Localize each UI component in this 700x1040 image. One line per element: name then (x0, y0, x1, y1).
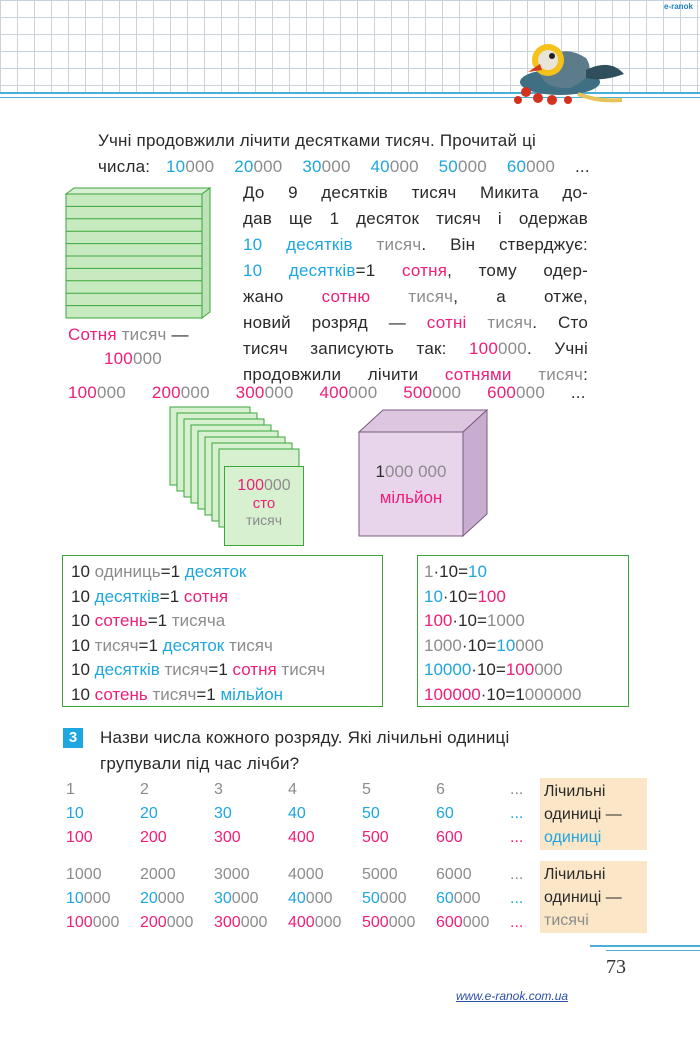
task3-line2: групували під час лічби? (100, 754, 300, 773)
units-table (62, 555, 383, 707)
left-caption-line1: Сотня тисяч — (68, 325, 189, 344)
multiply-row: 10·10=100 (424, 586, 506, 606)
multiply-row: 100·10=1000 (424, 611, 525, 630)
counting-units-label-2: Лічильні одиниці — тисячі (540, 861, 647, 933)
left-caption-line2: 100000 (104, 349, 162, 368)
story-text: До 9 десятків тисяч Микита до- дав ще 1 десяток тисяч і одержав 10 десятків тисяч. Він стверджує: 10 десятків=1 сотня, тому одер- жано сотню тисяч, а отже, новий розряд — сотні тисяч. Сто тисяч записують так: 100000. Учні продовжили лічити сотнями тисяч: (243, 183, 588, 384)
units-row: 10 десятків=1 сотня (71, 586, 229, 606)
hundred-thousand-block (62, 186, 214, 322)
units-row: 10 сотень=1 тисяча (71, 611, 226, 630)
multiply-row: 100000·10=1000000 (424, 684, 582, 704)
numbers-grid-1: 1 2 3 4 5 6 ... 10 20 30 40 50 60 ... 100 200 300 400 500 600 ... (66, 781, 524, 846)
footer-line-thin (606, 950, 700, 951)
top-card: 100000 сто тисяч (224, 466, 304, 546)
multiply-row: 1·10=10 (424, 562, 487, 581)
page-number: 73 (606, 956, 626, 978)
logo: e-ranok (664, 2, 693, 11)
task3-line1: Назви числа кожного розряду. Які лічильні одиниці (100, 728, 510, 747)
cube-label: 1000 000 мільйон (375, 462, 447, 507)
multiply-row: 10000·10=100000 (424, 660, 563, 679)
bird-illustration (498, 30, 628, 110)
multiply-row: 1000·10=10000 (424, 635, 544, 655)
units-row: 10 десятків тисяч=1 сотня тисяч (71, 660, 326, 679)
counting-units-label-1: Лічильні одиниці — одиниці (540, 778, 647, 850)
footer-line (590, 945, 700, 947)
units-row: 10 сотень тисяч=1 мільйон (71, 684, 284, 704)
units-row: 10 тисяч=1 десяток тисяч (71, 635, 273, 655)
units-row: 10 одиниць=1 десяток (71, 562, 247, 581)
intro-line1: Учні продовжили лічити десятками тисяч. Прочитай ці (98, 131, 536, 150)
hundreds-row: 100000 200000 300000 400000 500000 600000 ... (68, 383, 586, 402)
website-link[interactable]: www.e-ranok.com.ua (456, 989, 569, 1003)
numbers-grid-2: 1000 2000 3000 4000 5000 6000 ... 10000 20000 30000 40000 50000 60000 ... 100000 200000 300000 400000 500000 600000 ... (66, 866, 524, 931)
multiply-table (417, 555, 629, 707)
task-number-badge: 3 (63, 728, 83, 748)
intro-numbers: числа: 10000 20000 30000 40000 50000 60000 ... (98, 157, 590, 176)
